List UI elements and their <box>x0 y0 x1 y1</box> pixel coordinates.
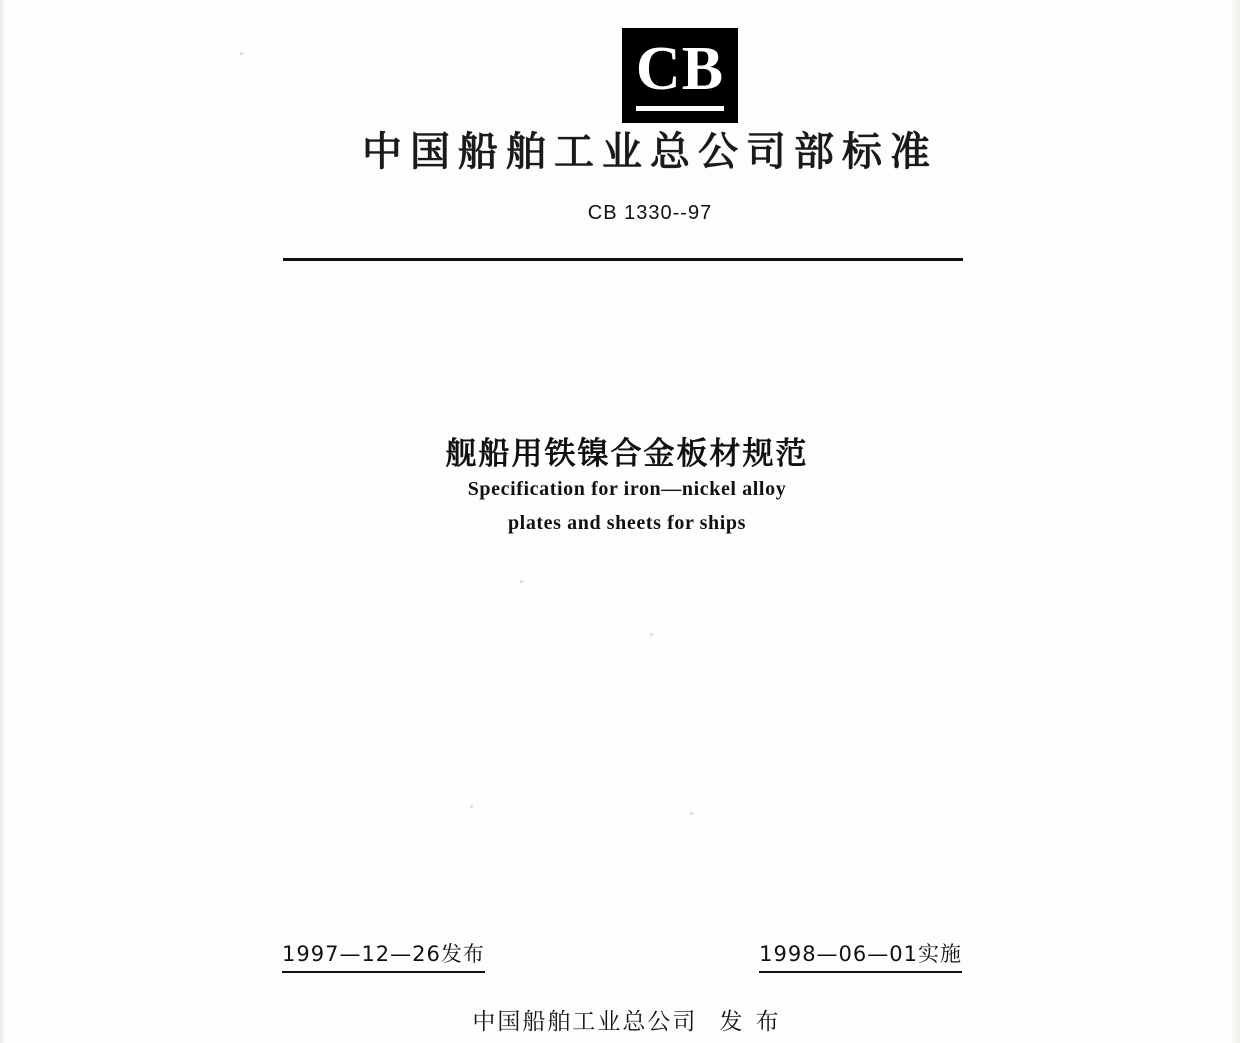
publisher-name: 中国船舶工业总公司 <box>472 1009 698 1035</box>
effective-date: 1998—06—01实施 <box>759 938 962 973</box>
cb-logo-bar <box>636 106 724 111</box>
scan-speck <box>470 805 473 808</box>
scan-speck <box>520 580 523 583</box>
publisher-line <box>0 1003 1240 1036</box>
standard-number: CB 1330--97 <box>587 202 713 224</box>
page-subtitle-line1: Specification for iron—nickel alloy <box>467 478 787 500</box>
cb-logo <box>622 28 738 123</box>
issue-date: 1997—12—26发布 <box>282 938 485 973</box>
page-title: 舰船用铁镍合金板材规范 <box>445 436 809 472</box>
publisher-verb: 发 布 <box>719 1009 782 1035</box>
cb-logo-text: CB <box>635 35 725 103</box>
logo-container <box>0 28 1240 123</box>
organization-header: 中国船舶工业总公司部标准 <box>362 129 938 175</box>
page-subtitle-line2: plates and sheets for ships <box>507 512 747 534</box>
horizontal-rule <box>283 258 963 261</box>
scan-speck <box>650 633 653 636</box>
scan-speck <box>690 812 693 815</box>
